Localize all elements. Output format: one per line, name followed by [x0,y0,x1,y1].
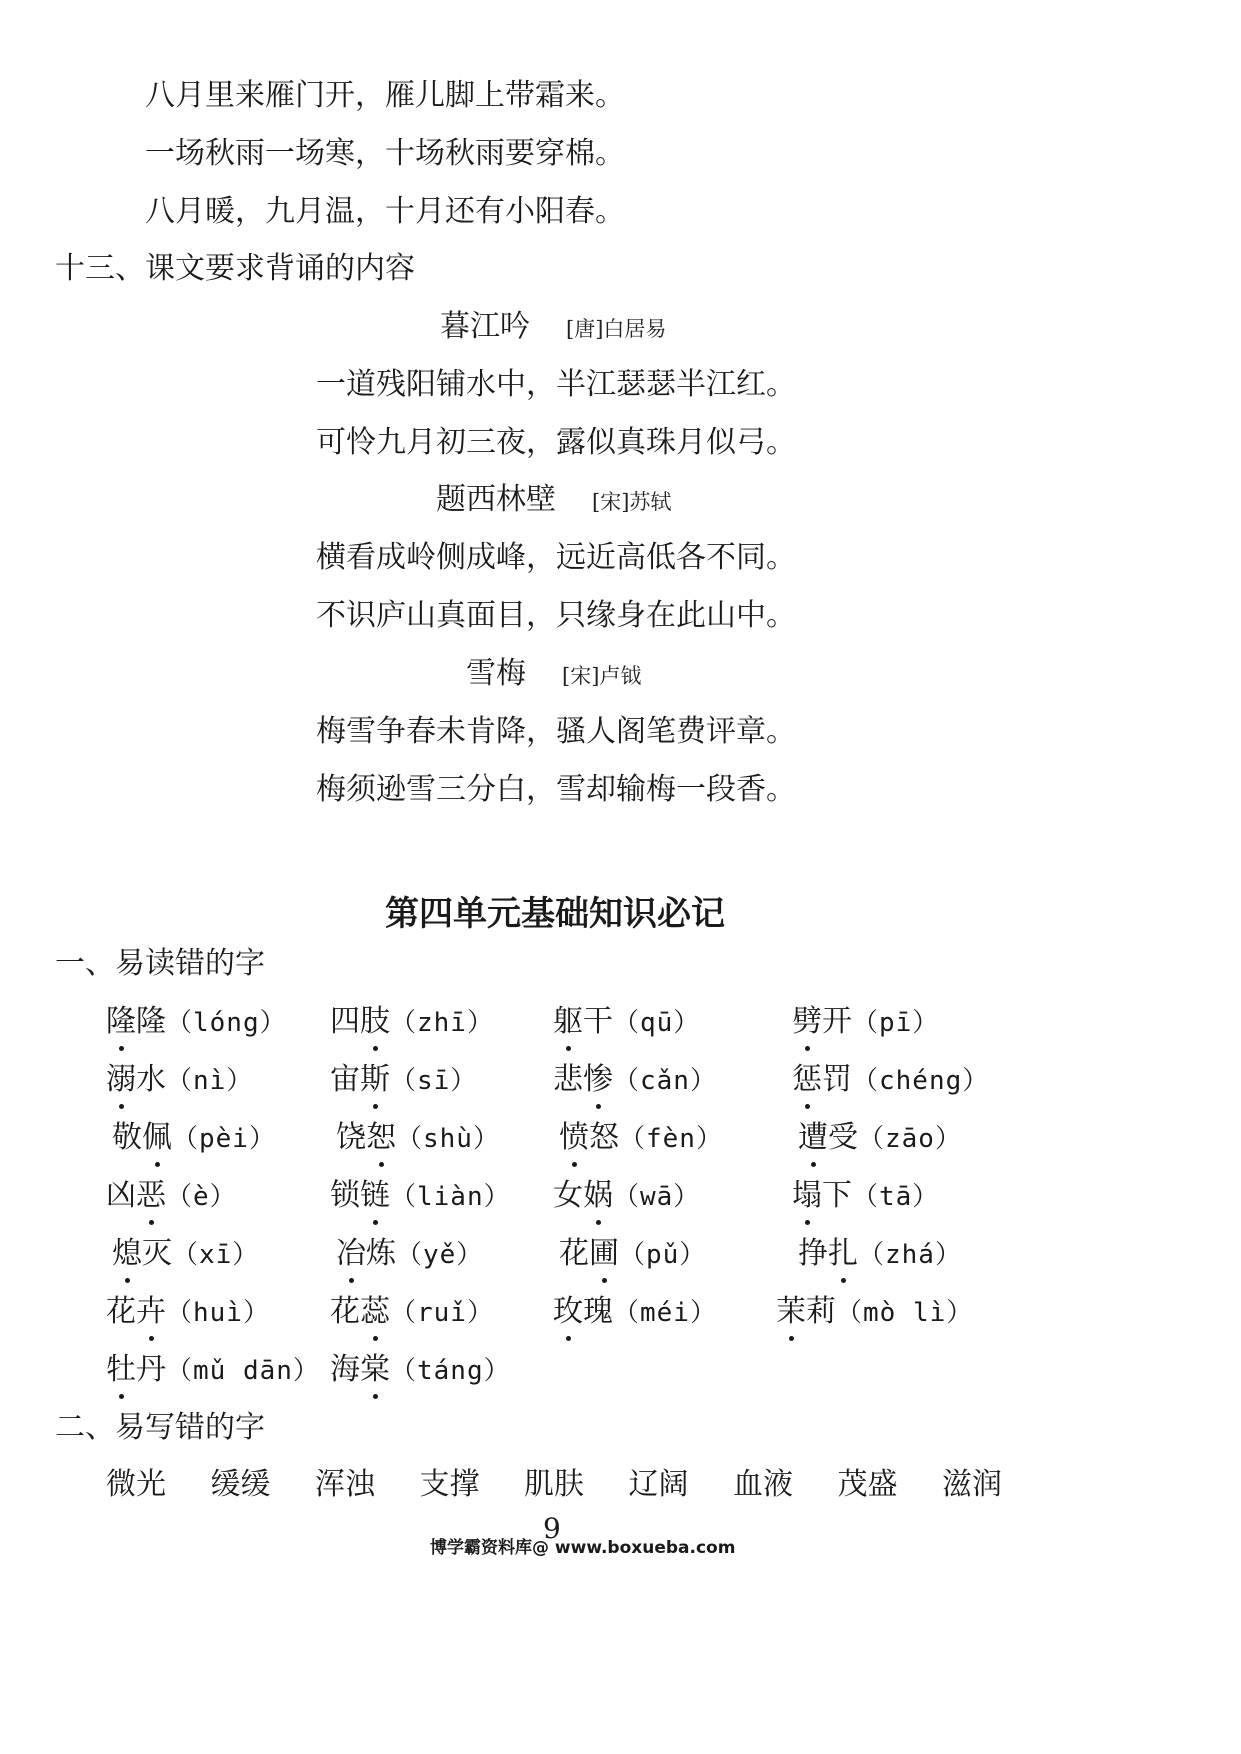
miswritten-word: 缓缓 [210,1467,271,1502]
misread-word [792,1060,989,1101]
word-char: 劈 [792,1002,822,1042]
word-char: 斯 [360,1060,390,1100]
misread-word [792,1002,939,1043]
poem-line: 梅须逊雪三分白，雪却输梅一段香。 [316,772,796,807]
poem-line: 不识庐山真面目，只缘身在此山中。 [316,598,796,633]
word-char: 锁 [330,1178,360,1213]
word-pinyin: （pī） [852,1008,940,1038]
proverb-line: 八月里来雁门开，雁儿脚上带霜来。 [145,78,625,113]
word-char: 受 [828,1120,858,1155]
word-char: 瑰 [583,1294,613,1329]
word-char: 丹 [136,1352,166,1387]
word-char: 水 [136,1062,166,1097]
section-heading: 十三、课文要求背诵的内容 [55,251,415,286]
poem-title-row [436,480,671,522]
misread-word [106,1176,237,1217]
word-pinyin: （táng） [390,1356,511,1386]
misread-word [553,1060,717,1101]
word-pinyin: （qū） [613,1008,701,1038]
word-char: 莉 [806,1294,836,1329]
miswritten-word: 辽阔 [628,1467,689,1502]
section-heading: 二、易写错的字 [55,1410,265,1445]
word-pinyin: （pèi） [172,1124,276,1154]
word-char: 隆 [106,1002,136,1042]
misread-word [112,1234,259,1275]
word-char: 花 [106,1294,136,1329]
word-char: 肢 [360,1002,390,1042]
misread-word [112,1118,276,1159]
word-char: 熄 [112,1234,142,1274]
word-char: 凶 [106,1178,136,1213]
word-char: 开 [822,1004,852,1039]
misread-word [336,1118,500,1159]
poem-title: 暮江吟 [440,309,530,344]
word-char: 娲 [583,1176,613,1216]
word-char: 塌 [792,1176,822,1216]
miswritten-word: 血液 [733,1467,793,1502]
word-char: 四 [330,1004,360,1039]
word-char: 链 [360,1176,390,1216]
word-char: 花 [330,1294,360,1329]
poem-line: 梅雪争春未肯降，骚人阁笔费评章。 [316,714,796,749]
misread-word [559,1234,706,1275]
word-char: 花 [559,1236,589,1271]
misread-word [330,1292,494,1333]
word-char: 牡 [106,1350,136,1390]
misread-word [553,1002,700,1043]
word-pinyin: （mǔ dān） [166,1356,320,1386]
unit-title: 第四单元基础知识必记 [385,894,725,934]
poem-author: [宋]苏轼 [592,490,672,514]
misread-word [798,1234,962,1275]
poem-line: 可怜九月初三夜，露似真珠月似弓。 [316,425,796,460]
word-pinyin: （xī） [172,1240,260,1270]
poem-title: 题西林壁 [436,482,556,517]
word-char: 愤 [559,1118,589,1158]
poem-line: 一道残阳铺水中，半江瑟瑟半江红。 [316,367,796,402]
word-pinyin: （shù） [396,1124,500,1154]
misread-word [553,1176,700,1217]
word-pinyin: （ruǐ） [390,1298,494,1328]
misread-word [106,1292,270,1333]
word-char: 棠 [360,1350,390,1390]
word-pinyin: （wā） [613,1182,701,1212]
word-char: 遭 [798,1118,828,1158]
word-char: 挣 [798,1236,828,1271]
misread-word [330,1002,494,1043]
word-pinyin: （è） [166,1182,237,1212]
word-char: 干 [583,1004,613,1039]
word-char: 悲 [553,1062,583,1097]
word-char: 罚 [822,1062,852,1097]
miswritten-word: 肌肤 [524,1467,584,1502]
word-pinyin: （lóng） [166,1008,287,1038]
misread-word [336,1234,483,1275]
misread-word [106,1002,287,1043]
word-char: 海 [330,1352,360,1387]
poem-title: 雪梅 [466,656,526,691]
word-char: 蕊 [360,1292,390,1332]
word-pinyin: （yě） [396,1240,484,1270]
misread-word [330,1350,511,1391]
word-pinyin: （nì） [166,1066,254,1096]
poem-author: [宋]卢钺 [562,664,642,688]
proverb-line: 八月暖，九月温，十月还有小阳春。 [145,194,625,229]
miswritten-word: 微光 [106,1467,166,1502]
word-pinyin: （méi） [613,1298,717,1328]
word-char: 女 [553,1178,583,1213]
word-char: 敬 [112,1120,142,1155]
word-pinyin: （sī） [390,1066,478,1096]
poem-line: 横看成岭侧成峰，远近高低各不同。 [316,540,796,575]
word-pinyin: （zhá） [858,1240,962,1270]
word-char: 恕 [366,1118,396,1158]
poem-title-row [440,307,666,349]
word-pinyin: （pǔ） [619,1240,707,1270]
word-char: 冶 [336,1234,366,1274]
misread-word [553,1292,717,1333]
word-pinyin: （zhī） [390,1008,494,1038]
misread-word [792,1176,939,1217]
miswritten-word: 支撑 [419,1467,480,1502]
miswritten-word: 浑浊 [315,1467,375,1502]
word-char: 卉 [136,1292,166,1332]
word-char: 惨 [583,1060,613,1100]
word-char: 恶 [136,1176,166,1216]
word-char: 宙 [330,1062,360,1097]
word-char: 怒 [589,1120,619,1155]
word-pinyin: （fèn） [619,1124,723,1154]
misread-word [559,1118,723,1159]
word-char: 扎 [828,1234,858,1274]
word-pinyin: （cǎn） [613,1066,717,1096]
word-char: 惩 [792,1060,822,1100]
poem-author: [唐]白居易 [566,317,667,341]
word-pinyin: （mò lì） [836,1298,974,1328]
misread-word [106,1060,253,1101]
word-char: 炼 [366,1236,396,1271]
section-heading: 一、易读错的字 [55,946,265,981]
misread-word [776,1292,973,1333]
footer-watermark: 博学霸资料库@ www.boxueba.com [430,1538,736,1558]
word-char: 圃 [589,1234,619,1274]
word-char: 溺 [106,1060,136,1100]
word-char: 饶 [336,1120,366,1155]
poem-title-row [466,654,641,696]
word-pinyin: （zāo） [858,1124,962,1154]
misread-word [330,1060,477,1101]
misread-word [106,1350,320,1391]
word-char: 灭 [142,1236,172,1271]
word-pinyin: （huì） [166,1298,270,1328]
misread-word [798,1118,962,1159]
word-char: 躯 [553,1002,583,1042]
page-number: 9 [543,1512,561,1545]
word-char: 隆 [136,1004,166,1039]
word-char: 茉 [776,1292,806,1332]
miswritten-word: 茂盛 [837,1467,898,1502]
word-pinyin: （tā） [852,1182,940,1212]
word-char: 佩 [142,1118,172,1158]
word-char: 玫 [553,1292,583,1332]
word-char: 下 [822,1178,852,1213]
word-pinyin: （liàn） [390,1182,511,1212]
miswritten-word: 滋润 [942,1467,1002,1502]
word-pinyin: （chéng） [852,1066,990,1096]
misread-word [330,1176,511,1217]
proverb-line: 一场秋雨一场寒，十场秋雨要穿棉。 [145,136,625,171]
